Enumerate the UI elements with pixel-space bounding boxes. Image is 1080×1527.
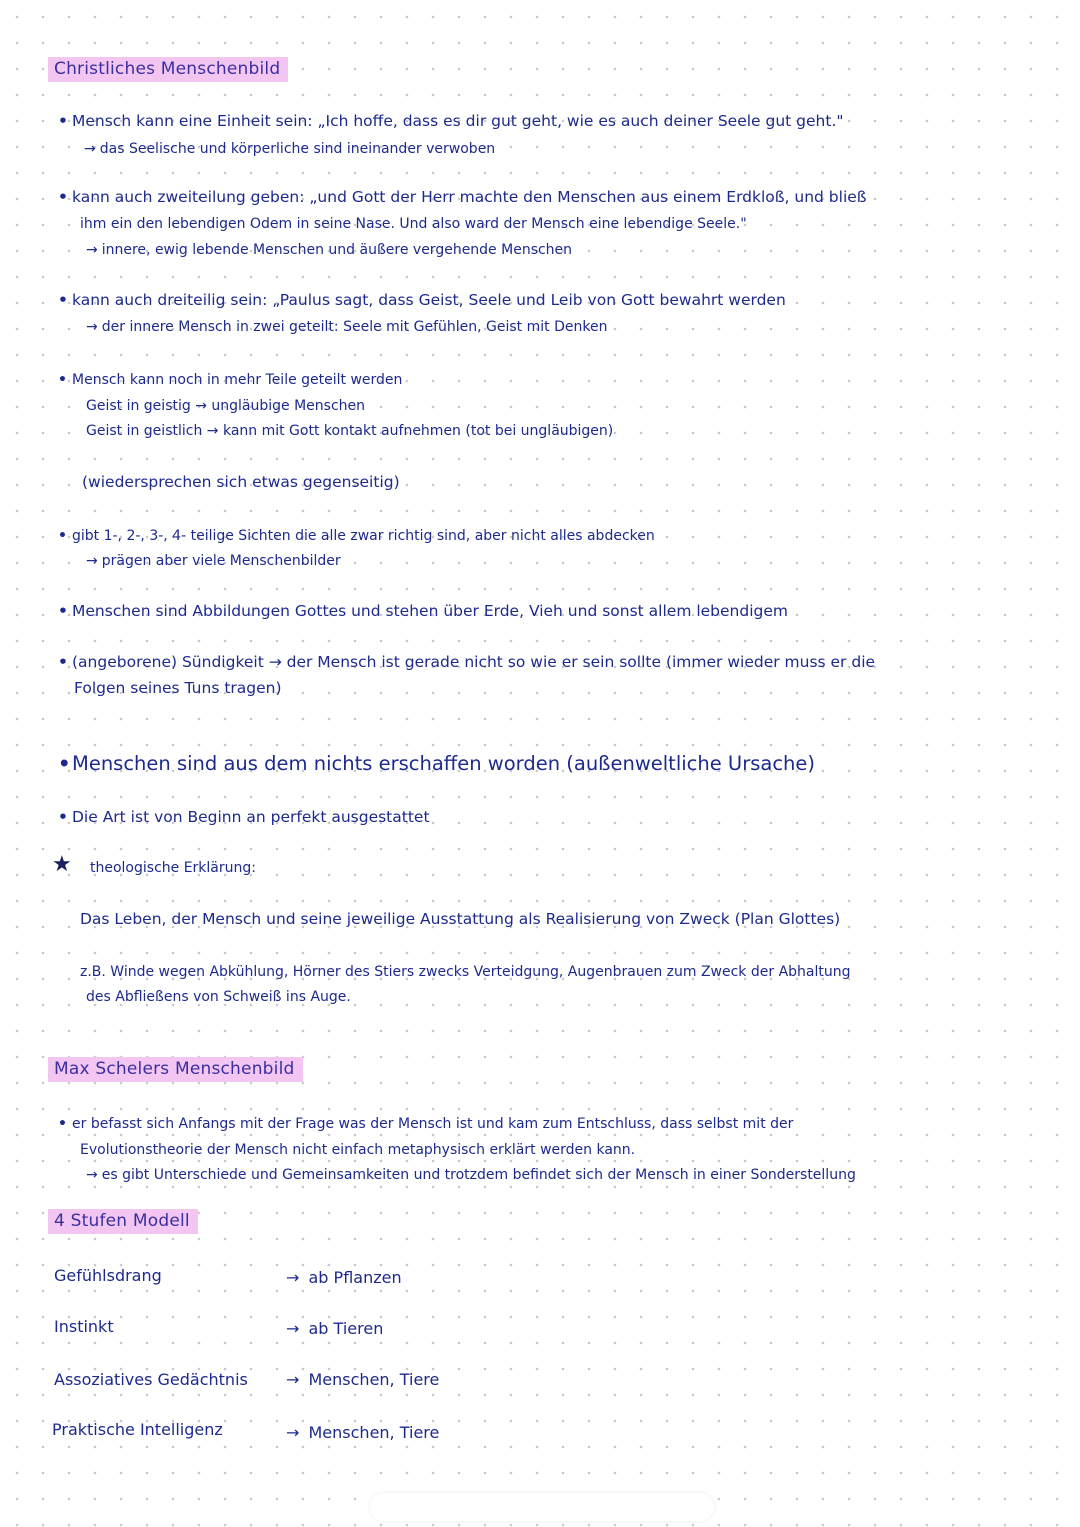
note-text: das Seelische und körperliche sind ineinander verwoben	[99, 141, 496, 157]
stage-name: Instinkt	[54, 1317, 114, 1336]
note-text: der innere Mensch in zwei geteilt: Seele mit Gefühlen, Geist mit Denken	[101, 319, 608, 335]
note-line	[58, 526, 655, 546]
stage-result-text: ab Tieren	[308, 1319, 384, 1338]
note-text: (wiedersprechen sich etwas gegenseitig)	[82, 473, 400, 491]
note-line	[74, 678, 282, 698]
bullet-icon: •	[58, 188, 68, 206]
arrow-icon: →	[286, 1370, 300, 1389]
arrow-icon: →	[286, 1423, 300, 1442]
note-text: Das Leben, der Mensch und seine jeweilige Ausstattung als Realisierung von Zweck (Plan Glottes)	[80, 910, 841, 928]
note-line	[86, 396, 365, 416]
note-line	[58, 370, 402, 390]
bullet-icon: •	[58, 528, 67, 544]
bullet-icon: •	[58, 808, 68, 826]
stage-result-text: ab Pflanzen	[308, 1268, 402, 1287]
note-line	[80, 962, 851, 982]
note-line	[80, 1140, 635, 1160]
stage-result	[286, 1319, 383, 1338]
note-text: prägen aber viele Menschenbilder	[101, 553, 341, 569]
note-line	[58, 111, 844, 131]
note-line	[58, 807, 430, 827]
section-heading-max-schelers-menschenbild: Max Schelers Menschenbild	[48, 1057, 303, 1082]
stage-result-text: Menschen, Tiere	[308, 1423, 440, 1442]
note-text: z.B. Winde wegen Abkühlung, Hörner des Stiers zwecks Verteidgung, Augenbrauen zum Zweck der Abhaltung	[80, 964, 851, 980]
bullet-icon: •	[58, 1116, 67, 1132]
note-line	[86, 551, 341, 571]
note-line	[58, 601, 788, 621]
note-text: ihm ein den lebendigen Odem in seine Nase. Und also ward der Mensch eine lebendige Seele."	[80, 216, 747, 232]
note-line	[86, 987, 351, 1007]
arrow-icon: →	[86, 1167, 98, 1183]
stage-name: Gefühlsdrang	[54, 1266, 162, 1285]
stage-result	[286, 1423, 439, 1442]
section-heading-4-stufen-modell: 4 Stufen Modell	[48, 1209, 198, 1234]
note-line	[86, 421, 613, 441]
note-line	[58, 1114, 793, 1134]
note-line	[58, 652, 875, 672]
home-indicator-bar	[370, 1493, 714, 1521]
stage-result	[286, 1268, 402, 1287]
note-line	[86, 317, 607, 337]
note-text: Menschen sind Abbildungen Gottes und stehen über Erde, Vieh und sonst allem lebendigem	[72, 602, 789, 620]
note-text: (angeborene) Sündigkeit → der Mensch ist gerade nicht so wie er sein sollte (immer wieder muss er die	[72, 653, 876, 671]
note-text: er befasst sich Anfangs mit der Frage was der Mensch ist und kam zum Entschluss, dass selbst mit der	[72, 1116, 794, 1132]
arrow-icon: →	[86, 242, 98, 258]
note-text: Die Art ist von Beginn an perfekt ausgestattet	[72, 808, 430, 826]
note-text: des Abfließens von Schweiß ins Auge.	[86, 989, 351, 1005]
note-line	[58, 290, 786, 310]
arrow-icon: →	[286, 1319, 300, 1338]
bullet-icon: •	[58, 372, 67, 388]
bullet-icon: •	[58, 291, 68, 309]
arrow-icon: →	[86, 319, 98, 335]
arrow-icon: →	[286, 1268, 300, 1287]
arrow-icon: →	[84, 141, 96, 157]
note-text: gibt 1-, 2-, 3-, 4- teilige Sichten die alle zwar richtig sind, aber nicht alles abdecken	[72, 528, 655, 544]
stage-name: Assoziatives Gedächtnis	[54, 1370, 248, 1389]
note-text: Geist in geistig → ungläubige Menschen	[86, 398, 365, 414]
note-text: es gibt Unterschiede und Gemeinsamkeiten und trotzdem befindet sich der Mensch in einer Sonderstellung	[101, 1167, 856, 1183]
note-text: kann auch zweiteilung geben: „und Gott der Herr machte den Menschen aus einem Erdkloß, und bließ	[72, 188, 867, 206]
stage-name: Praktische Intelligenz	[52, 1420, 223, 1439]
note-text: Mensch kann eine Einheit sein: „Ich hoffe, dass es dir gut geht, wie es auch deiner Seele gut geht."	[72, 112, 844, 130]
note-text: theologische Erklärung:	[90, 860, 256, 876]
stage-result	[286, 1370, 439, 1389]
section-heading-christliches-menschenbild: Christliches Menschenbild	[48, 57, 288, 82]
bullet-icon: •	[58, 112, 68, 130]
note-line	[82, 472, 400, 492]
star-icon: ★	[52, 852, 72, 877]
note-text: Mensch kann noch in mehr Teile geteilt werden	[72, 372, 403, 388]
note-line	[80, 909, 840, 929]
note-line	[90, 858, 256, 878]
stage-result-text: Menschen, Tiere	[308, 1370, 440, 1389]
arrow-icon: →	[86, 553, 98, 569]
note-text: Menschen sind aus dem nichts erschaffen worden (außenweltliche Ursache)	[72, 752, 816, 775]
note-line	[58, 754, 815, 774]
note-line	[86, 1165, 856, 1185]
note-text: Geist in geistlich → kann mit Gott kontakt aufnehmen (tot bei ungläubigen)	[86, 423, 614, 439]
note-line	[86, 240, 572, 260]
note-text: kann auch dreiteilig sein: „Paulus sagt, dass Geist, Seele und Leib von Gott bewahrt werden	[72, 291, 786, 309]
note-text: Folgen seines Tuns tragen)	[74, 679, 282, 697]
note-text: Evolutionstheorie der Mensch nicht einfach metaphysisch erklärt werden kann.	[80, 1142, 636, 1158]
bullet-icon: •	[58, 752, 71, 775]
note-line	[84, 139, 495, 159]
note-text: innere, ewig lebende Menschen und äußere vergehende Menschen	[101, 242, 573, 258]
bullet-icon: •	[58, 602, 68, 620]
note-line	[58, 187, 867, 207]
bullet-icon: •	[58, 653, 68, 671]
note-line	[80, 214, 747, 234]
